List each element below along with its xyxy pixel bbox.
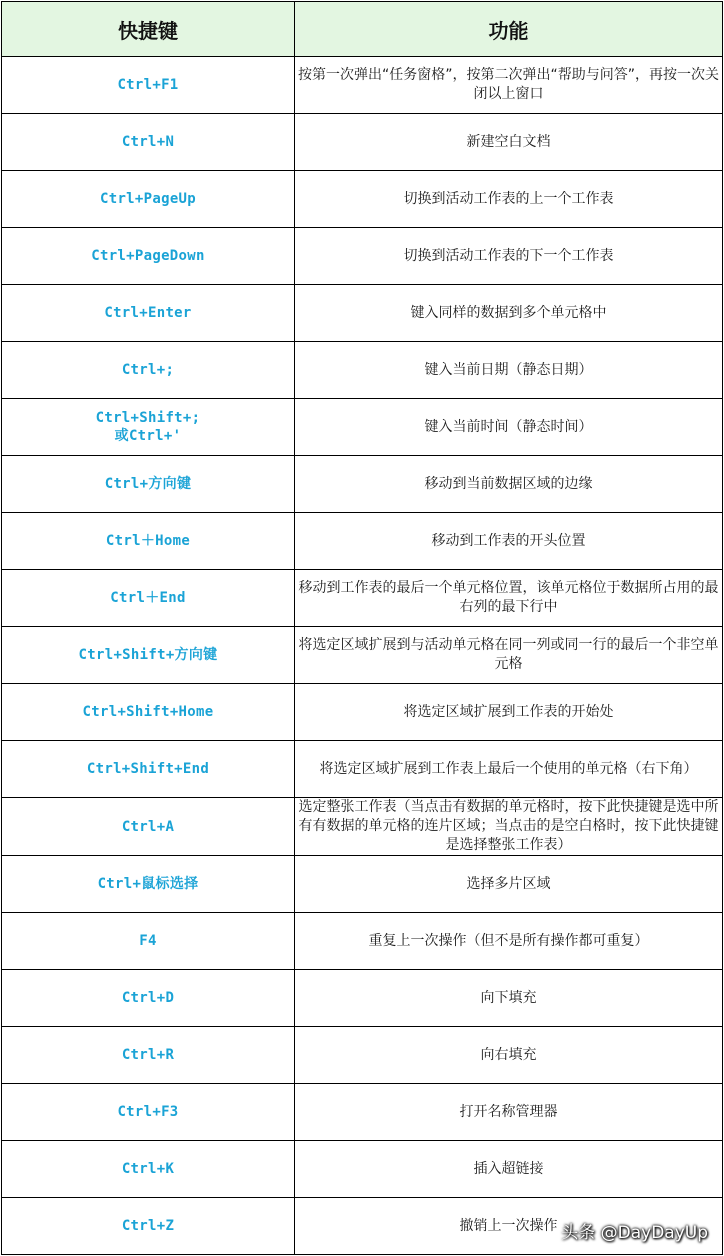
- table-row: [2, 970, 723, 1027]
- table-row: [2, 342, 723, 399]
- table-row: [2, 1141, 723, 1198]
- shortcut-cell: Ctrl+Z: [2, 1198, 295, 1255]
- function-cell: 撤销上一次操作: [295, 1198, 723, 1255]
- function-cell: 键入当前时间（静态时间）: [295, 399, 723, 456]
- function-cell: 按第一次弹出“任务窗格”，按第二次弹出“帮助与问答”，再按一次关闭以上窗口: [295, 57, 723, 114]
- shortcut-cell: Ctrl+K: [2, 1141, 295, 1198]
- table-row: [2, 856, 723, 913]
- shortcut-cell: Ctrl+N: [2, 114, 295, 171]
- shortcut-cell: F4: [2, 913, 295, 970]
- function-cell: 插入超链接: [295, 1141, 723, 1198]
- function-cell: 选定整张工作表（当点击有数据的单元格时，按下此快捷键是选中所有有数据的单元格的连片区域；当点击的是空白格时，按下此快捷键是选择整张工作表）: [295, 798, 723, 856]
- function-cell: 打开名称管理器: [295, 1084, 723, 1141]
- table-row: [2, 456, 723, 513]
- header-row: [2, 2, 723, 57]
- table-row: [2, 171, 723, 228]
- shortcut-cell: Ctrl+Enter: [2, 285, 295, 342]
- function-cell: 移动到当前数据区域的边缘: [295, 456, 723, 513]
- function-cell: 键入同样的数据到多个单元格中: [295, 285, 723, 342]
- function-cell: 切换到活动工作表的上一个工作表: [295, 171, 723, 228]
- shortcut-cell: Ctrl＋End: [2, 570, 295, 627]
- shortcut-cell: Ctrl+Shift+方向键: [2, 627, 295, 684]
- function-cell: 将选定区域扩展到与活动单元格在同一列或同一行的最后一个非空单元格: [295, 627, 723, 684]
- shortcut-cell: Ctrl+F1: [2, 57, 295, 114]
- function-cell: 将选定区域扩展到工作表上最后一个使用的单元格（右下角）: [295, 741, 723, 798]
- function-cell: 将选定区域扩展到工作表的开始处: [295, 684, 723, 741]
- table-header: [2, 2, 723, 57]
- function-cell: 重复上一次操作（但不是所有操作都可重复）: [295, 913, 723, 970]
- table-row: [2, 570, 723, 627]
- watermark: 头条 @DayDayUp: [561, 1223, 708, 1243]
- function-cell: 选择多片区域: [295, 856, 723, 913]
- function-cell: 向下填充: [295, 970, 723, 1027]
- shortcut-cell: Ctrl+Shift+Home: [2, 684, 295, 741]
- table-row: [2, 285, 723, 342]
- table-row: [2, 228, 723, 285]
- shortcut-cell: Ctrl+R: [2, 1027, 295, 1084]
- shortcut-cell: Ctrl+鼠标选择: [2, 856, 295, 913]
- shortcut-cell: Ctrl+A: [2, 798, 295, 856]
- shortcut-cell: Ctrl+PageDown: [2, 228, 295, 285]
- table-row: [2, 684, 723, 741]
- shortcut-cell: Ctrl+;: [2, 342, 295, 399]
- function-cell: 键入当前日期（静态日期）: [295, 342, 723, 399]
- table-row: [2, 114, 723, 171]
- header-function: 功能: [295, 2, 723, 57]
- shortcut-cell: Ctrl+Shift+End: [2, 741, 295, 798]
- shortcut-cell: Ctrl+F3: [2, 1084, 295, 1141]
- function-cell: 向右填充: [295, 1027, 723, 1084]
- function-cell: 新建空白文档: [295, 114, 723, 171]
- table-row: [2, 1198, 723, 1255]
- table-row: [2, 57, 723, 114]
- shortcut-cell: Ctrl+Shift+; 或Ctrl+': [2, 399, 295, 456]
- table-row: [2, 513, 723, 570]
- shortcut-cell: Ctrl＋Home: [2, 513, 295, 570]
- shortcut-table: [1, 1, 723, 1255]
- table-row: [2, 399, 723, 456]
- function-cell: 切换到活动工作表的下一个工作表: [295, 228, 723, 285]
- table-row: [2, 1027, 723, 1084]
- shortcut-cell: Ctrl+D: [2, 970, 295, 1027]
- table-row: [2, 798, 723, 856]
- table-row: [2, 1084, 723, 1141]
- shortcut-cell: Ctrl+方向键: [2, 456, 295, 513]
- function-cell: 移动到工作表的最后一个单元格位置，该单元格位于数据所占用的最右列的最下行中: [295, 570, 723, 627]
- table-row: [2, 913, 723, 970]
- function-cell: 移动到工作表的开头位置: [295, 513, 723, 570]
- header-shortcut: 快捷键: [2, 2, 295, 57]
- table-row: [2, 627, 723, 684]
- table-body: [2, 57, 723, 1255]
- table-row: [2, 741, 723, 798]
- shortcut-cell: Ctrl+PageUp: [2, 171, 295, 228]
